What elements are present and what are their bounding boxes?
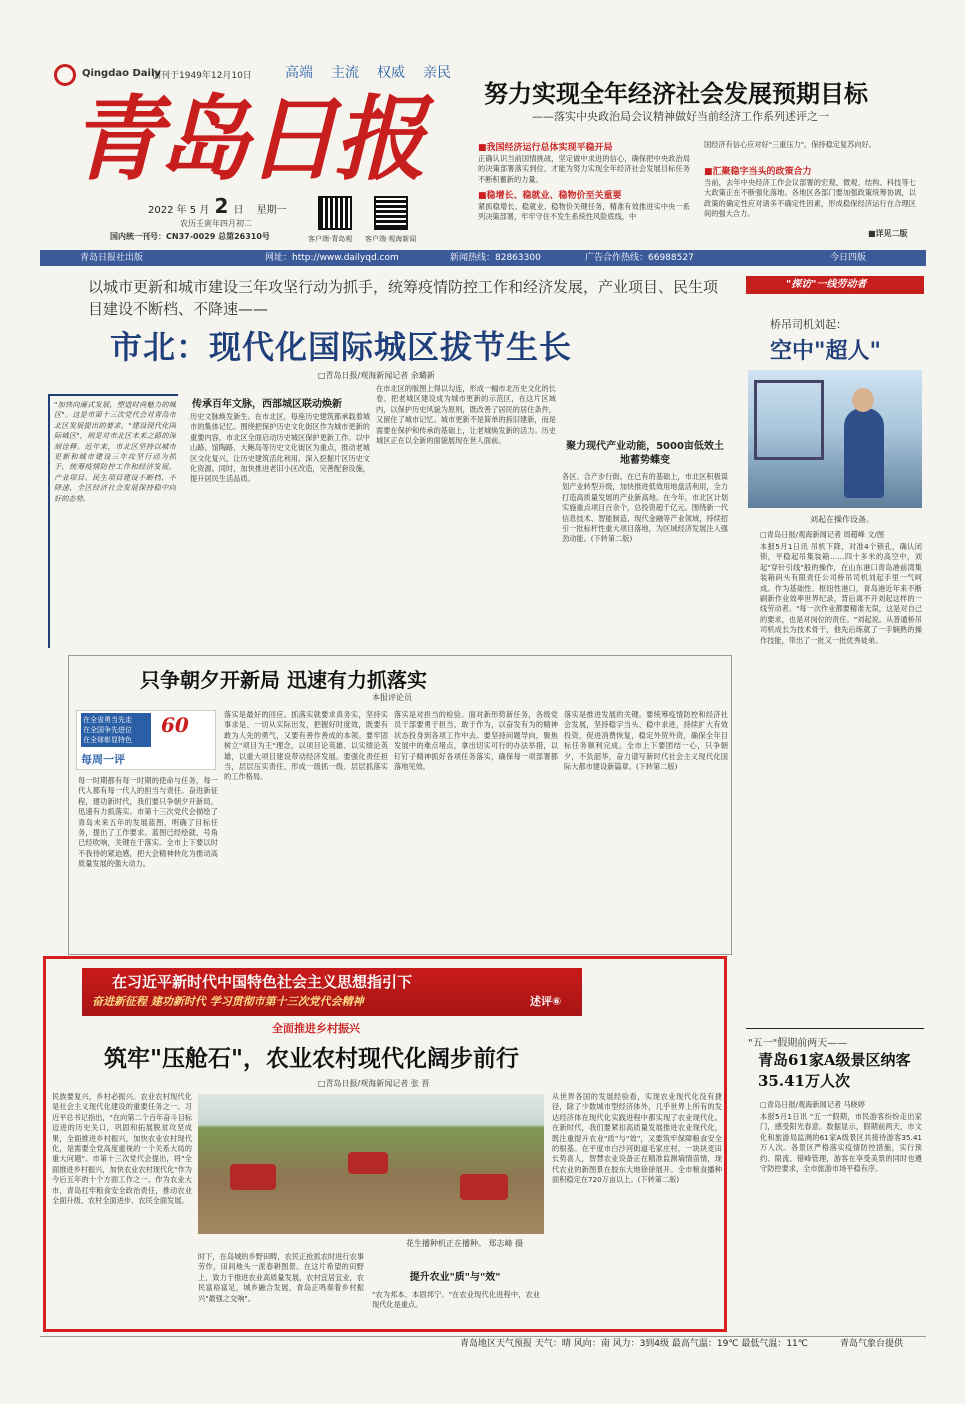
tractor-1 bbox=[230, 1164, 276, 1190]
top-headline-title[interactable]: 努力实现全年经济社会发展预期目标 bbox=[484, 79, 868, 108]
weekday: 星期一 bbox=[256, 205, 287, 216]
commentary-col-4: 落实是推进发展的关键。要统筹疫情防控和经济社会发展，坚持稳字当头、稳中求进，持续扩大有效投资，促进消费恢复，稳定外贸外资，确保全年目标任务顺利完成。全市上下要团结一心，只争朝夕，不负韶华，奋力谱写新时代社会主义现代化国际大都市建设新篇章。(下转第二版) bbox=[564, 710, 728, 772]
news-hotline: 新闻热线：82863300 bbox=[450, 253, 541, 263]
info-bar bbox=[40, 250, 926, 266]
window-frame bbox=[754, 380, 824, 460]
badge-line-2: 在全国争先进位 bbox=[83, 726, 132, 734]
agri-sub: 提升农业"质"与"效" bbox=[409, 1272, 501, 1283]
top-headline-subtitle: ——落实中央政治局会议精神做好当前经济工作系列述评之一 bbox=[532, 110, 829, 123]
date-day: 2 bbox=[214, 194, 229, 218]
date-day-suffix: 日 bbox=[233, 205, 244, 216]
badge-label: 每周一评 bbox=[81, 753, 125, 766]
right-title[interactable]: 空中"超人" bbox=[770, 338, 881, 364]
badge-lines bbox=[81, 713, 151, 747]
farm-photo bbox=[198, 1094, 544, 1234]
tractor-2 bbox=[348, 1152, 388, 1174]
tag-3-label: 汇聚稳字当头的政策合力 bbox=[712, 167, 812, 177]
tag-2-label: 稳增长、稳就业、稳物价至关重要 bbox=[486, 191, 622, 201]
top-text-4: 当前，去年中央经济工作会议部署的宏观、微观、结构、科技等七大政策正在不断强化落地。各地区各部门要加强政策统筹协调，以政策的确定性应对诸多不确定性因素，形成稳保经济运行在合理区间的强大合力。 bbox=[704, 178, 916, 219]
agri-banner bbox=[82, 968, 582, 1016]
commentary-byline: 本报评论员 bbox=[372, 693, 412, 702]
photo-caption: 刘起在操作设备。 bbox=[810, 515, 874, 524]
commentary-badge bbox=[76, 710, 216, 770]
agri-banner-tag: 述评⑥ bbox=[530, 995, 562, 1008]
tag-2: ■稳增长、稳就业、稳物价至关重要 bbox=[478, 191, 622, 201]
publisher: 青岛日报社出版 bbox=[80, 253, 144, 263]
agri-banner-subtitle: 奋进新征程 建功新时代 学习贯彻市第十三次党代会精神 bbox=[92, 995, 364, 1008]
agri-col-1: 民族要复兴，乡村必振兴。农业农村现代化是社会主义现代化建设的重要任务之一。习近平总书记指出，"在向第二个百年奋斗目标迈进的历史关口，巩固和拓展脱贫攻坚成果，全面推进乡村振兴，加快农业农村现代化，是需要全党高度重视的一个关系大局的重大问题"。市第十三次党代会提出，将"全面推进乡村振兴，加快农业农村现代化"作为今后五年的十个方面工作之一。作为农业大市，青岛扛牢粮食安全政治责任，推动农业全面升级、农村全面进步、农民全面发展。 bbox=[52, 1092, 192, 1206]
top-more[interactable]: ■详见二版 bbox=[868, 229, 908, 238]
slogan-2: 主流 bbox=[331, 65, 359, 81]
agri-col-3: 从世界各国的发展经验看，实现农业现代化没有捷径，除了少数城市型经济体外，几乎世界上所有的发达经济体在现代化实践进程中都实现了农业现代化。在新时代，我们要紧扣高质量发展推进农业现代化，既注重提升农业"质"与"效"，又要筑牢保障粮食安全的根基。在平度市白沙河街道毛家庄村，一块块麦田长势喜人，智慧农业设备正在精准监测墒情苗情，现代农业的新图景在胶东大地徐徐展开。全市粮食播种面积稳定在720万亩以上。(下转第二版) bbox=[552, 1092, 722, 1185]
right-banner bbox=[746, 276, 924, 294]
pages: 今日四版 bbox=[830, 253, 867, 263]
right-pre: 桥吊司机刘起： bbox=[770, 318, 847, 331]
ad-hotline: 广告合作热线：66988527 bbox=[585, 253, 694, 263]
top-text-3: 国经济有信心应对好"三重压力"，保持稳定复苏向好。 bbox=[704, 140, 876, 149]
masthead-logo: 青岛日报 bbox=[70, 85, 423, 193]
lead-col-3: 在市北区的版图上得以勾连，形成一幅市北历史文化的长卷。把老城区建设成为城市更新的示范区，在这片区域内，以保护历史风貌为原则，既改善了居民的居住条件，又留住了城市记忆。城市更新不是简单的拆旧建新，而是需要在保护和传承的基础上，让老城焕发新的活力。历史城区正在以全新的面貌展现在世人面前。 bbox=[376, 384, 556, 446]
lead-title[interactable]: 市北：现代化国际城区拔节生长 bbox=[110, 328, 573, 366]
agri-title[interactable]: 筑牢"压舱石"，农业农村现代化阔步前行 bbox=[104, 1045, 519, 1072]
english-name: Qingdao Daily bbox=[82, 68, 161, 79]
logo-circle-icon bbox=[54, 64, 76, 86]
tag-1: ■我国经济运行总体实现平稳开局 bbox=[478, 143, 613, 153]
tag-3: ■汇聚稳字当头的政策合力 bbox=[704, 167, 812, 177]
right-banner-text: "探访"一线劳动者 bbox=[786, 279, 867, 290]
top-headline-box bbox=[476, 68, 922, 242]
agri-col-2b: "农为邦本，本固邦宁。"在农业现代化进程中，农业现代化是重点。 bbox=[372, 1290, 540, 1310]
holiday-kicker: "五一"假期前两天—— bbox=[748, 1038, 848, 1049]
commentary-title[interactable]: 只争朝夕开新局 迅速有力抓落实 bbox=[140, 668, 427, 692]
worker-head bbox=[852, 388, 874, 412]
lead-col-2: 历史文脉焕发新生。在市北区，每座历史建筑都承载着城市的集体记忆。围绕把保护历史文化街区作为城市更新的重要内容，市北区全面启动历史城区保护更新工作。以中山路、馆陶路、大鲍岛等历史文化街区为重点，推动老城区文化复兴，让历史建筑活化利用，深入挖掘片区历史文化资源。同时，加快推进老旧小区改造，完善配套设施，提升居民生活品质。 bbox=[190, 412, 370, 484]
commentary-col-3: 落实是对担当的检验。面对新形势新任务，各级党员干部要勇于担当、敢于作为，以奋发有为的精神状态投身到各项工作中去。要坚持问题导向，聚焦发展中的难点堵点，拿出切实可行的办法举措，以钉钉子精神抓好各项任务落实，确保每一项部署都落地见效。 bbox=[394, 710, 558, 772]
farm-photo-caption: 花生播种机正在播种。 郑志峰 摄 bbox=[406, 1239, 524, 1248]
lead-sub-2: 聚力现代产业动能，5000亩低效土地蓄势蝶变 bbox=[566, 441, 724, 466]
right-divider bbox=[746, 1028, 924, 1029]
tractor-3 bbox=[460, 1174, 508, 1200]
lead-sub-1: 传承百年文脉，西部城区联动焕新 bbox=[192, 399, 342, 410]
slogan-1: 高端 bbox=[285, 65, 313, 81]
tag-1-label: 我国经济运行总体实现平稳开局 bbox=[486, 143, 613, 153]
top-text-2: 紧抓稳增长、稳就业、稳物价关键任务，精准有效推进实中央一系列决策部署，牢牢守住不发生系统性风险底线，中 bbox=[478, 202, 690, 222]
holiday-text: 本报5月1日讯 "五一"假期，市民游客纷纷走出家门，感受阳光春意。数据显示，假期前两天，市文化和旅游局监测的61家A级景区共接待游客35.41万人次。各景区严格落实疫情防控措施，实行预约、限流、错峰管理，游客在享受美景的同时也遵守防控要求，全市旅游市场平稳有序。 bbox=[760, 1112, 922, 1174]
slogan-3: 权威 bbox=[377, 65, 405, 81]
lunar-date: 农历壬寅年四月初二 bbox=[180, 219, 252, 228]
top-text-1: 正确认识当前国情挑战，坚定做中求进的信心，确保把中央政治局的决策部署落实到位，才能为努力实现全年经济社会发展目标任务不断积蓄新的力量。 bbox=[478, 154, 690, 184]
lead-byline: □青岛日报/观海新闻记者 余璐新 bbox=[318, 371, 435, 380]
weather-source: 青岛气象台提供 bbox=[840, 1339, 904, 1349]
badge-line-3: 在全球彰显特色 bbox=[83, 736, 132, 744]
worker-photo bbox=[748, 370, 922, 508]
holiday-byline: □青岛日报/观海新闻记者 马晓婷 bbox=[760, 1100, 865, 1109]
founded: 创刊于1949年12月10日 bbox=[152, 71, 252, 81]
issue-number: 国内统一刊号：CN37-0029 总第26310号 bbox=[110, 232, 270, 241]
lead-col-4: 各区、合产步行街。在已有的基础上，市北区积极谋划产业转型升级，加快推进低效用地盘活利用，全力打造高质量发展的产业新高地。在今年，市北区计划实施重点项目百余个，总投资超千亿元。围绕新一代信息技术、智能制造、现代金融等产业领域，持续招引一批标杆性重大项目落地，为区域经济发展注入强劲动能。(下转第二版) bbox=[562, 472, 728, 544]
right-byline: □青岛日报/观海新闻记者 周超峰 文/图 bbox=[760, 530, 885, 539]
holiday-title[interactable]: 青岛61家A级景区纳客35.41万人次 bbox=[758, 1051, 911, 1090]
qr-code-icon[interactable] bbox=[374, 196, 408, 230]
agri-section: 全面推进乡村振兴 bbox=[272, 1022, 360, 1035]
worker-figure bbox=[844, 408, 884, 498]
badge-line-1: 在全省勇当先走 bbox=[83, 716, 132, 724]
commentary-col-1: 每一时期都有每一时期的使命与任务，每一代人都有每一代人的担当与责任。奋进新征程，建功新时代，我们要只争朝夕开新局，迅速有力抓落实。市第十三次党代会描绘了青岛未来五年的发展蓝图，明确了目标任务，提出了工作要求。蓝图已经绘就，号角已经吹响，关键在于落实。全市上下要以时不我待的紧迫感，把大会精神转化为推动高质量发展的强大动力。 bbox=[78, 776, 218, 869]
slogan-4: 亲民 bbox=[423, 65, 451, 81]
weather-text: 青岛地区天气预报 天气：晴 风向：南 风力：3到4级 最高气温：19℃ 最低气温：11℃ bbox=[460, 1339, 808, 1349]
slogans bbox=[285, 62, 451, 82]
qr-code-icon[interactable] bbox=[318, 196, 352, 230]
agri-col-2: 时下，在岛城的乡野田畴，农民正抢抓农时进行农事劳作，田间地头一派春耕图景。在这片希望的田野上，致力于推进农业高质量发展，农村宜居宜业，农民富裕富足，城乡融合发展，青岛正鸣奏着乡村振兴"最强之交响"。 bbox=[198, 1252, 364, 1303]
commentary-col-2: 落实是最好的回应。抓落实就要求真务实，坚持实事求是、一切从实际出发，把握好时度效，既要有敢为人先的勇气，又要有善作善成的本领。要牢固树立"项目为王"理念，以项目论英雄、以实绩论英雄，以重大项目建设带动经济发展。要强化责任担当，层层压实责任，形成一级抓一级、层层抓落实的工作格局。 bbox=[224, 710, 388, 782]
right-text: 本报5月1日讯 吊机下降，对准4个锁孔，确认闭锁，平稳起吊集装箱……四十多米的高空中，刘起"穿针引线"般的操作，在山东港口青岛港前湾集装箱码头有限责任公司桥吊司机刘起手里一气呵成。作为基础性、枢纽性港口，青岛港近年来不断刷新作业效率世界纪录，背后离不开刘起这样的一线劳动者。"每一次作业都要精准无误，这是对自己的要求，也是对岗位的责任。"刘起说。从普通桥吊司机成长为技术骨干，他先后练就了一手娴熟的操作技能，带出了一批又一批优秀徒弟。 bbox=[760, 542, 922, 645]
agri-banner-title: 在习近平新时代中国特色社会主义思想指引下 bbox=[112, 973, 413, 991]
website[interactable]: 网址：http://www.dailyqd.com bbox=[265, 253, 399, 263]
date-block bbox=[148, 194, 287, 218]
weather-bar bbox=[40, 1336, 926, 1350]
qr2-label: 客户端·观海新闻 bbox=[365, 235, 417, 243]
masthead bbox=[40, 56, 470, 246]
agri-byline: □青岛日报/观海新闻记者 张 晋 bbox=[318, 1079, 430, 1088]
lead-kicker: 以城市更新和城市建设三年攻坚行动为抓手，统筹疫情防控工作和经济发展，产业项目、民生项目建设不断档、不降速—— bbox=[88, 278, 719, 318]
date-text: 2022 年 5 月 bbox=[148, 205, 210, 216]
lead-intro: "加快向廉式发展，塑造时尚魅力的城区"。这是市第十三次党代会对青岛市北区发展提出的要求。"建设现代化国际城区"，则是对市北区未来之路的深刻诠释。近年来，市北区坚持以城市更新和城市建设三年攻坚行动为抓手，统筹疫情防控工作和经济发展，产业项目、民生项目建设不断档、不降速，全区经济社会发展保持稳中向好的态势。 bbox=[54, 400, 176, 503]
qr1-label: 客户端·青岛观 bbox=[308, 235, 353, 243]
badge-number: 60 bbox=[161, 713, 189, 737]
